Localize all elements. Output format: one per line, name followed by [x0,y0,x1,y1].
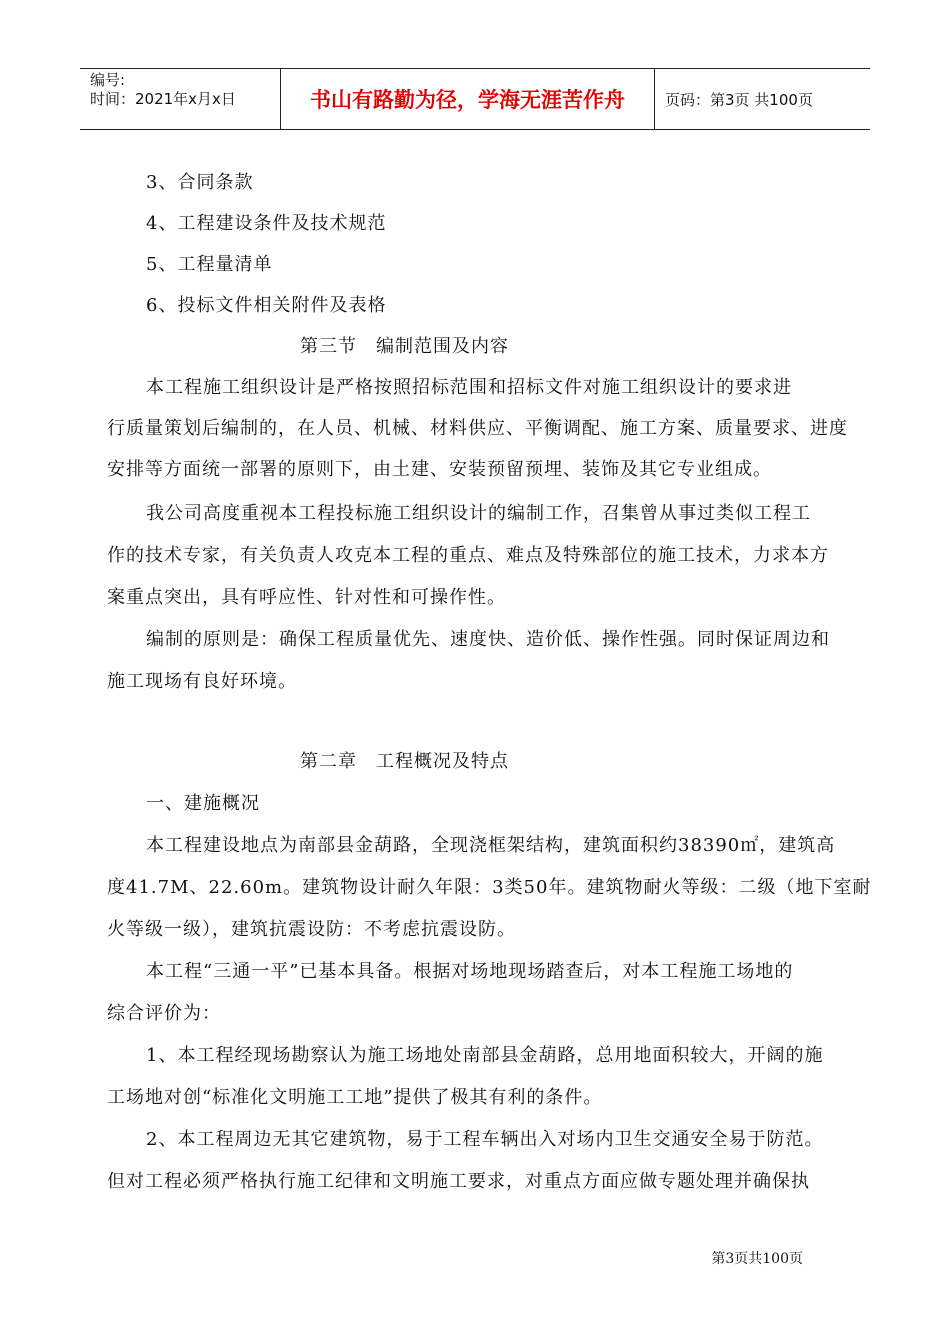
header-page-info: 页码：第3页 共100页 [665,90,813,109]
paragraph-line: 安排等方面统一部署的原则下，由土建、安装预留预埋、装饰及其它专业组成。 [107,459,772,480]
chapter-heading: 第二章 工程概况及特点 [300,751,509,772]
document-number-label: 编号: [90,71,126,89]
document-date: 时间：2021年x月x日 [90,90,236,108]
header-motto: 书山有路勤为径，学海无涯苦作舟 [281,69,655,129]
list-item: 5、工程量清单 [146,254,273,275]
paragraph-line: 本工程施工组织设计是严格按照招标范围和招标文件对施工组织设计的要求进 [146,377,792,398]
paragraph-line: 本工程“三通一平”已基本具备。根据对场地现场踏查后，对本工程施工场地的 [146,961,794,982]
list-item: 3、合同条款 [146,172,254,193]
page-header [80,68,870,130]
subsection-heading: 一、建施概况 [146,793,260,814]
paragraph-line: 工场地对创“标准化文明施工工地”提供了极其有利的条件。 [107,1087,603,1108]
page-footer: 第3页共100页 [711,1251,803,1267]
paragraph-line: 火等级一级），建筑抗震设防：不考虑抗震设防。 [107,919,516,940]
paragraph-line: 1、本工程经现场勘察认为施工场地处南部县金葫路，总用地面积较大，开阔的施 [146,1045,824,1066]
section-heading: 第三节 编制范围及内容 [300,336,509,357]
paragraph-line: 行质量策划后编制的，在人员、机械、材料供应、平衡调配、施工方案、质量要求、进度 [107,418,848,439]
paragraph-line: 施工现场有良好环境。 [107,671,297,692]
paragraph-line: 我公司高度重视本工程投标施工组织设计的编制工作，召集曾从事过类似工程工 [146,503,811,524]
header-meta [80,69,281,129]
paragraph-line: 2、本工程周边无其它建筑物，易于工程车辆出入对场内卫生交通安全易于防范。 [146,1129,824,1150]
paragraph-line: 度41.7M、22.60m。建筑物设计耐久年限：3类50年。建筑物耐火等级：二级（地下室耐 [107,877,872,898]
list-item: 6、投标文件相关附件及表格 [146,295,387,316]
paragraph-line: 作的技术专家，有关负责人攻克本工程的重点、难点及特殊部位的施工技术，力求本方 [107,545,829,566]
list-item: 4、工程建设条件及技术规范 [146,213,387,234]
paragraph-line: 综合评价为： [107,1003,221,1024]
paragraph-line: 本工程建设地点为南部县金葫路，全现浇框架结构，建筑面积约38390㎡，建筑高 [146,835,836,856]
paragraph-line: 编制的原则是：确保工程质量优先、速度快、造价低、操作性强。同时保证周边和 [146,629,830,650]
paragraph-line: 案重点突出，具有呼应性、针对性和可操作性。 [107,587,506,608]
paragraph-line: 但对工程必须严格执行施工纪律和文明施工要求，对重点方面应做专题处理并确保执 [107,1171,810,1192]
